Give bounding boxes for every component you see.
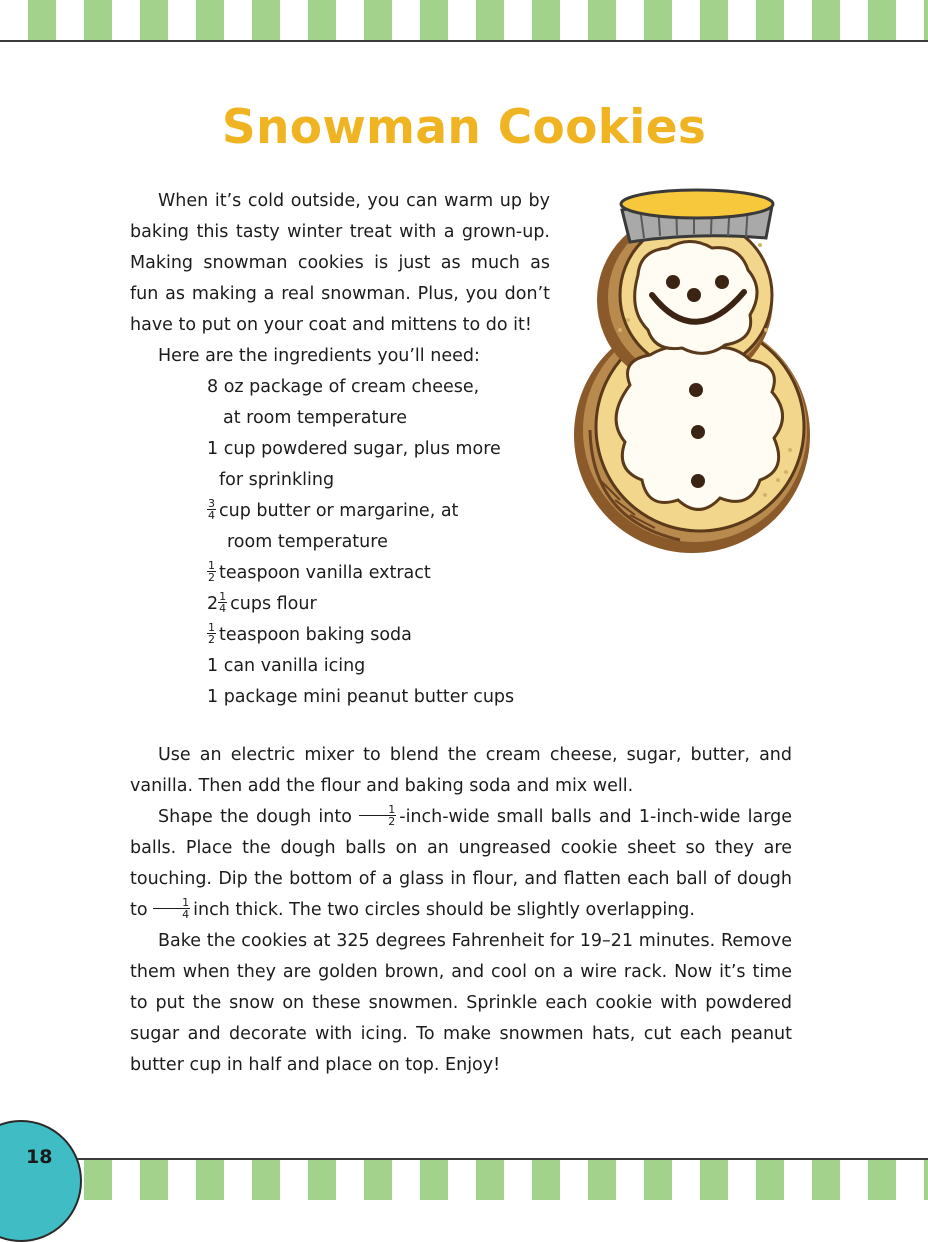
ingredient-item: 1 cup powdered sugar, plus more for sprinkling xyxy=(207,439,501,490)
fraction: $\frac{1}{2}$ xyxy=(208,558,215,584)
ingredient-item: 1 can vanilla icing xyxy=(207,656,366,676)
snowman-cookie-icon xyxy=(560,180,830,555)
nose-icon xyxy=(687,288,701,302)
instructions-paragraph: Bake the cookies at 325 degrees Fahrenheit for 19–21 minutes. Remove them when they are golden brown, and cool on a wire rack. Now it’s time to put the snow on these snowmen. Sprinkle each cookie with powdered sugar and decorate with icing. To make snowmen hats, cut each peanut butter cup in half and place on top. Enjoy! xyxy=(130,931,792,1075)
instructions-paragraph: Shape the dough into $\frac{1}{2}$ -inch-wide small balls and 1-inch-wide large balls. Place the dough balls on an ungreased cookie sheet so they are touching. Dip the bottom of a glass in flour, and flatten each ball of dough to $\frac{1}{4}$ inch thick. The two circles should be slightly overlapping. xyxy=(130,802,792,921)
ingredient-item: $\frac{1}{2}$ teaspoon vanilla extract xyxy=(208,558,431,584)
button-icon xyxy=(691,474,705,488)
top-stripe-border xyxy=(0,0,928,42)
eye-right-icon xyxy=(715,275,729,289)
fraction: $\frac{1}{2}$ xyxy=(208,620,215,646)
hat-icon xyxy=(621,190,773,242)
ingredients-list xyxy=(130,372,550,713)
ingredient-item: 2 $\frac{1}{4}$ cups flour xyxy=(207,589,317,615)
fraction: $\frac{1}{4}$ xyxy=(219,589,227,615)
ingredient-item: 8 oz package of cream cheese, at room temperature xyxy=(207,377,480,428)
button-icon xyxy=(689,383,703,397)
button-icon xyxy=(691,425,705,439)
fraction: $\frac{1}{2}$ xyxy=(359,804,396,827)
bottom-stripe-border xyxy=(0,1158,928,1200)
intro-paragraph: When it’s cold outside, you can warm up by baking this tasty winter treat with a grown-up. Making snowman cookies is just as much as fun as making a real snowman. Plus, you don’t have to put on your coat and mittens to do it! xyxy=(130,191,550,335)
ingredient-item: 1 package mini peanut butter cups xyxy=(207,687,515,707)
fraction: $\frac{1}{4}$ xyxy=(153,897,190,920)
instructions-paragraph: Use an electric mixer to blend the cream cheese, sugar, butter, and vanilla. Then add the flour and baking soda and mix well. xyxy=(130,745,792,796)
instructions-section xyxy=(130,740,792,1081)
intro-section xyxy=(130,186,550,713)
ingredients-intro: Here are the ingredients you’ll need: xyxy=(158,346,480,366)
ingredient-item: $\frac{1}{2}$ teaspoon baking soda xyxy=(208,620,412,646)
eye-left-icon xyxy=(666,275,680,289)
page-title: Snowman Cookies xyxy=(221,100,707,155)
ingredient-item: $\frac{3}{4}$ cup butter or margarine, at room temperature xyxy=(208,496,459,552)
fraction: $\frac{3}{4}$ xyxy=(208,496,215,522)
page-number-badge xyxy=(0,1120,82,1242)
page-number: 18 xyxy=(26,1146,53,1168)
